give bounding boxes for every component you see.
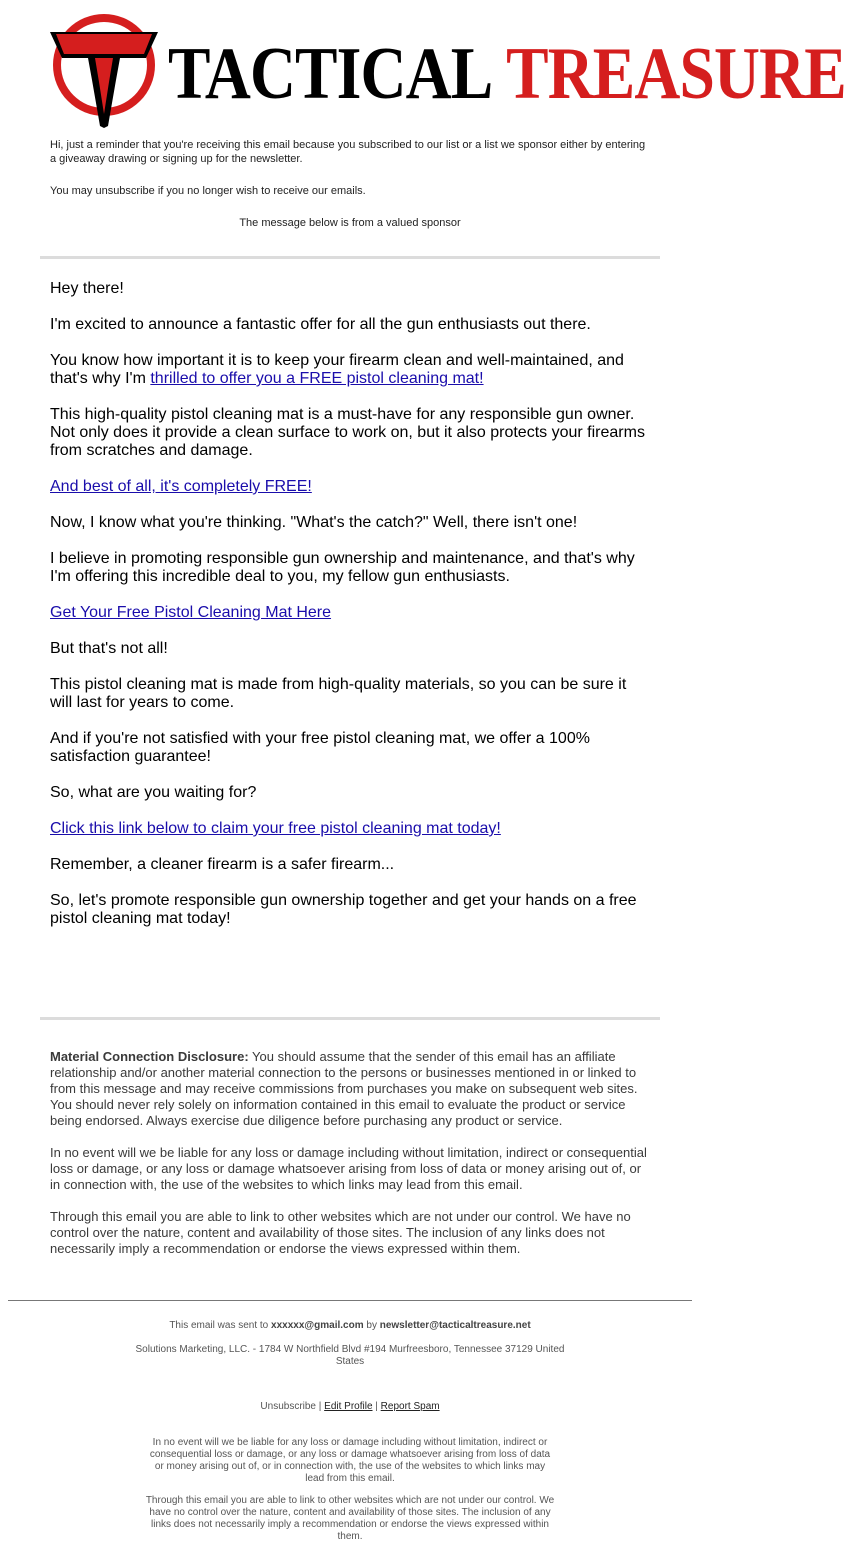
paragraph-not-all: But that's not all! <box>50 640 168 657</box>
paragraph-get <box>50 604 650 622</box>
paragraph-catch: Now, I know what you're thinking. "What's the catch?" Well, there isn't one! <box>50 514 578 531</box>
sent-by: by <box>363 1320 380 1331</box>
paragraph-believe: I believe in promoting responsible gun ownership and maintenance, and that's why I'm offering this incredible deal to you, my fellow gun enthusiasts. <box>50 550 635 585</box>
get-free-mat-link[interactable]: Get Your Free Pistol Cleaning Mat Here <box>50 604 332 621</box>
paragraph-quality: This high-quality pistol cleaning mat is a must-have for any responsible gun owner. Not only does it provide a clean surface to work on, but it also protects your firearms from scratches and damage. <box>50 406 645 459</box>
material-connection-disclosure <box>50 1049 650 1129</box>
sponsor-note: The message below is from a valued sponsor <box>239 217 461 229</box>
paragraph-promote: So, let's promote responsible gun ownership together and get your hands on a free pistol cleaning mat today! <box>50 892 637 927</box>
disclosure-label: Material Connection Disclosure: <box>50 1049 249 1064</box>
footer-links <box>130 1401 570 1413</box>
sent-to-line <box>130 1320 570 1332</box>
top-divider <box>40 256 660 259</box>
tactical-treasure-logo-icon <box>50 10 158 128</box>
footer-liability: In no event will we be liable for any loss or damage including without limitation, indirect or consequential loss or damage, or any loss or damage whatsoever arising from loss of data or money arising out of, or in connection with, the use of the websites to which links may lead from this email. <box>149 1437 551 1484</box>
unsubscribe-note: You may unsubscribe if you no longer wish to receive our emails. <box>50 185 366 197</box>
paragraph-waiting: So, what are you waiting for? <box>50 784 257 801</box>
report-spam-link[interactable]: Report Spam <box>380 1401 440 1412</box>
edit-profile-link[interactable]: Edit Profile <box>324 1401 373 1412</box>
footer-rule <box>8 1300 692 1301</box>
brand-word-tactical: TACTICAL <box>168 33 493 115</box>
bottom-divider <box>40 1017 660 1020</box>
paragraph-announce: I'm excited to announce a fantastic offer for all the gun enthusiasts out there. <box>50 316 591 333</box>
disclosure-text: You should assume that the sender of this email has an affiliate relationship and/or another material connection to the persons or businesses mentioned in or linked to from this message and may receive commissions from purchases you make on subsequent web sites. You should never rely solely on information contained in this email to evaluate the product or service being endorsed. Always exercise due diligence before purchasing any product or service. <box>50 1049 638 1128</box>
footer-links-note: Through this email you are able to link to other websites which are not under our control. We have no control over the nature, content and availability of those sites. The inclusion of any links does not necessarily imply a recommendation or endorse the views expressed within them. <box>145 1495 555 1542</box>
brand-word-treasure: TREASURE <box>506 33 846 115</box>
link-separator: | <box>372 1401 381 1412</box>
unsubscribe-link[interactable]: Unsubscribe <box>260 1401 316 1412</box>
paragraph-guarantee: And if you're not satisfied with your free pistol cleaning mat, we offer a 100% satisfaction guarantee! <box>50 730 590 765</box>
claim-mat-link[interactable]: Click this link below to claim your free pistol cleaning mat today! <box>50 820 501 837</box>
sent-prefix: This email was sent to <box>169 1320 272 1331</box>
liability-disclaimer: In no event will we be liable for any loss or damage including without limitation, indirect or consequential loss or damage, or any loss or damage whatsoever arising from loss of data or money arising out of, or in connection with, the use of the websites to which links may lead from this email. <box>50 1145 647 1192</box>
paragraph-free <box>50 478 650 496</box>
mailing-address: Solutions Marketing, LLC. - 1784 W Northfield Blvd #194 Murfreesboro, Tennessee 37129 United States <box>135 1344 565 1367</box>
brand-logo <box>50 10 846 128</box>
paragraph-important-text: You know how important it is to keep your firearm clean and well-maintained, and that's why I'm <box>50 352 624 387</box>
sponsor-message <box>50 280 650 946</box>
disclosure-section <box>50 1049 650 1273</box>
subscription-reminder: Hi, just a reminder that you're receiving this email because you subscribed to our list or a list we sponsor either by entering a giveaway drawing or signing up for the newsletter. <box>50 139 646 165</box>
free-mat-offer-link[interactable]: thrilled to offer you a FREE pistol cleaning mat! <box>150 370 484 387</box>
recipient-email: xxxxxx@gmail.com <box>271 1320 364 1331</box>
sender-email: newsletter@tacticaltreasure.net <box>379 1320 531 1331</box>
paragraph-remember: Remember, a cleaner firearm is a safer firearm... <box>50 856 395 873</box>
greeting: Hey there! <box>50 280 124 297</box>
paragraph-materials: This pistol cleaning mat is made from high-quality materials, so you can be sure it will last for years to come. <box>50 676 627 711</box>
link-separator: | <box>316 1401 325 1412</box>
brand-wordmark <box>168 34 846 114</box>
external-links-disclaimer: Through this email you are able to link to other websites which are not under our control. We have no control over the nature, content and availability of those sites. The inclusion of any links does not necessarily imply a recommendation or endorse the views expressed within them. <box>50 1209 631 1256</box>
completely-free-link[interactable]: And best of all, it's completely FREE! <box>50 478 312 495</box>
paragraph-claim <box>50 820 650 838</box>
paragraph-important <box>50 352 650 388</box>
